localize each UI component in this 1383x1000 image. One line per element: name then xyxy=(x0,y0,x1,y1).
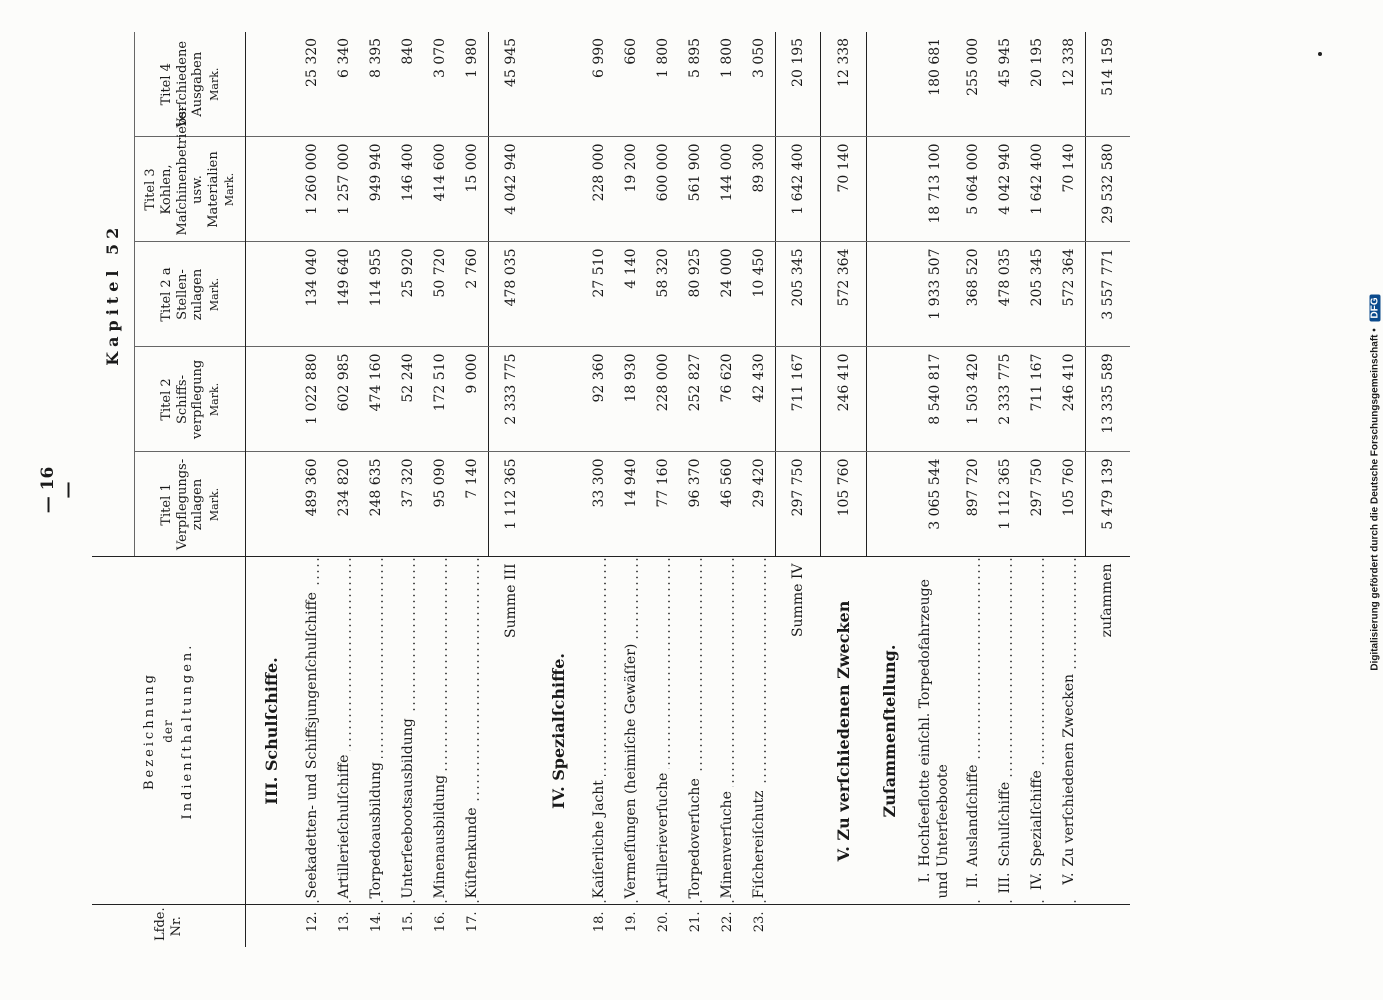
cell-value: 42 430 xyxy=(743,347,776,452)
table-row xyxy=(456,32,489,947)
cell-value: 602 985 xyxy=(328,347,360,452)
dfg-logo: DFG xyxy=(1370,294,1381,321)
cell-value: 45 945 xyxy=(989,32,1021,137)
sum-value: 20 195 xyxy=(776,32,821,137)
section-title-spezialschiffe: IV. Spezialſchiffe. xyxy=(533,557,583,905)
table-row xyxy=(296,32,328,947)
row-number: 15. xyxy=(392,905,424,947)
row-label: V.Zu verſchiedenen Zwecken xyxy=(1053,557,1086,905)
row-label: Fiſchereiſchutz xyxy=(743,557,776,905)
cell-value: 18 713 100 xyxy=(913,137,957,242)
row-number: 22. xyxy=(711,905,743,947)
cell-value: 58 320 xyxy=(647,242,679,347)
sum-row-iv xyxy=(776,32,821,947)
cell-value: 5 064 000 xyxy=(957,137,989,242)
sum-value: 205 345 xyxy=(776,242,821,347)
cell-value: 70 140 xyxy=(821,137,867,242)
header-chapter: Kapitel 52 xyxy=(92,32,135,557)
cell-value: 77 160 xyxy=(647,452,679,557)
sum-value: 711 167 xyxy=(776,347,821,452)
cell-value: 114 955 xyxy=(360,242,392,347)
cell-value: 6 340 xyxy=(328,32,360,137)
cell-value: 248 635 xyxy=(360,452,392,557)
section-v-row xyxy=(821,32,867,947)
cell-value: 33 300 xyxy=(583,452,615,557)
cell-value: 46 560 xyxy=(711,452,743,557)
header-description: Bezeichnung der Indienſthaltungen. xyxy=(92,557,246,905)
cell-value: 134 040 xyxy=(296,242,328,347)
header-titel-2a: Titel 2 a Stellen- zulagen Mark. xyxy=(135,242,246,347)
row-number: 14. xyxy=(360,905,392,947)
cell-value: 246 410 xyxy=(821,347,867,452)
row-number: 20. xyxy=(647,905,679,947)
table-row xyxy=(711,32,743,947)
total-row xyxy=(1085,32,1130,947)
row-label: II.Auslandſchiffe xyxy=(957,557,989,905)
budget-table xyxy=(92,32,1130,947)
row-number: 23. xyxy=(743,905,776,947)
cell-value: 252 827 xyxy=(679,347,711,452)
cell-value: 4 140 xyxy=(615,242,647,347)
summary-row xyxy=(957,32,989,947)
page-number: — 16 — xyxy=(38,466,78,514)
cell-value: 949 940 xyxy=(360,137,392,242)
sum-value: 45 945 xyxy=(489,32,534,137)
section-heading-row xyxy=(246,32,297,947)
cell-value: 12 338 xyxy=(1053,32,1086,137)
cell-value: 1 800 xyxy=(647,32,679,137)
cell-value: 5 895 xyxy=(679,32,711,137)
sum-value: 478 035 xyxy=(489,242,534,347)
table-row xyxy=(328,32,360,947)
sum-value: 2 333 775 xyxy=(489,347,534,452)
total-value: 13 335 589 xyxy=(1085,347,1130,452)
row-label: Küſtenkunde xyxy=(456,557,489,905)
row-label: Artillerieſchulſchiffe xyxy=(328,557,360,905)
cell-value: 297 750 xyxy=(1021,452,1053,557)
cell-value: 1 800 xyxy=(711,32,743,137)
total-value: 29 532 580 xyxy=(1085,137,1130,242)
table-row xyxy=(392,32,424,947)
cell-value: 37 320 xyxy=(392,452,424,557)
row-label: Kaiſerliche Jacht xyxy=(583,557,615,905)
cell-value: 6 990 xyxy=(583,32,615,137)
row-number: 13. xyxy=(328,905,360,947)
table-row xyxy=(615,32,647,947)
total-value: 3 557 771 xyxy=(1085,242,1130,347)
sum-value: 1 642 400 xyxy=(776,137,821,242)
cell-value: 25 920 xyxy=(392,242,424,347)
cell-value: 50 720 xyxy=(424,242,456,347)
summary-row xyxy=(1053,32,1086,947)
row-number: 21. xyxy=(679,905,711,947)
budget-table-rotated xyxy=(92,32,1297,947)
cell-value: 228 000 xyxy=(583,137,615,242)
sum-value: 4 042 940 xyxy=(489,137,534,242)
summary-row xyxy=(989,32,1021,947)
cell-value: 255 000 xyxy=(957,32,989,137)
row-label: I.Hochſeeflotte einſchl. Torpedofahrzeuge und Unterſeeboote xyxy=(913,557,957,905)
row-number: 18. xyxy=(583,905,615,947)
row-label: Seekadetten- und Schiffsjungenſchulſchiffe xyxy=(296,557,328,905)
cell-value: 246 410 xyxy=(1053,347,1086,452)
cell-value: 92 360 xyxy=(583,347,615,452)
cell-value: 478 035 xyxy=(989,242,1021,347)
cell-value: 572 364 xyxy=(821,242,867,347)
cell-value: 3 050 xyxy=(743,32,776,137)
dfg-watermark xyxy=(1370,263,1381,703)
cell-value: 27 510 xyxy=(583,242,615,347)
cell-value: 3 070 xyxy=(424,32,456,137)
cell-value: 8 540 817 xyxy=(913,347,957,452)
row-label: Torpedoverſuche xyxy=(679,557,711,905)
cell-value: 144 000 xyxy=(711,137,743,242)
cell-value: 146 400 xyxy=(392,137,424,242)
cell-value: 105 760 xyxy=(1053,452,1086,557)
row-label: Unterſeebootsausbildung xyxy=(392,557,424,905)
section-title-verschiedene-zwecke: V. Zu verſchiedenen Zwecken xyxy=(821,557,867,905)
cell-value: 70 140 xyxy=(1053,137,1086,242)
total-value: 5 479 139 xyxy=(1085,452,1130,557)
total-label: zuſammen xyxy=(1085,557,1130,905)
cell-value: 105 760 xyxy=(821,452,867,557)
cell-value: 14 940 xyxy=(615,452,647,557)
cell-value: 600 000 xyxy=(647,137,679,242)
cell-value: 1 260 000 xyxy=(296,137,328,242)
row-label: Torpedoausbildung xyxy=(360,557,392,905)
section-title-schulschiffe: III. Schulſchiffe. xyxy=(246,557,297,905)
cell-value: 489 360 xyxy=(296,452,328,557)
header-titel-1: Titel 1 Verpflegungs- zulagen Mark. xyxy=(135,452,246,557)
table-row xyxy=(583,32,615,947)
header-titel-4: Titel 4 Verſchiedene Ausgaben Mark. xyxy=(135,32,246,137)
cell-value: 9 000 xyxy=(456,347,489,452)
cell-value: 24 000 xyxy=(711,242,743,347)
cell-value: 2 333 775 xyxy=(989,347,1021,452)
cell-value: 2 760 xyxy=(456,242,489,347)
cell-value: 228 000 xyxy=(647,347,679,452)
row-label: III.Schulſchiffe xyxy=(989,557,1021,905)
cell-value: 840 xyxy=(392,32,424,137)
cell-value: 1 642 400 xyxy=(1021,137,1053,242)
cell-value: 29 420 xyxy=(743,452,776,557)
row-number: 17. xyxy=(456,905,489,947)
cell-value: 4 042 940 xyxy=(989,137,1021,242)
row-label: Minenverſuche xyxy=(711,557,743,905)
section-heading-row xyxy=(867,32,913,947)
table-row xyxy=(743,32,776,947)
cell-value: 10 450 xyxy=(743,242,776,347)
summary-row xyxy=(913,32,957,947)
header-titel-2: Titel 2 Schiffs- verpflegung Mark. xyxy=(135,347,246,452)
cell-value: 19 200 xyxy=(615,137,647,242)
cell-value: 1 503 420 xyxy=(957,347,989,452)
sum-row-iii xyxy=(489,32,534,947)
cell-value: 8 395 xyxy=(360,32,392,137)
cell-value: 96 370 xyxy=(679,452,711,557)
sum-label: Summe IV xyxy=(776,557,821,905)
row-label: Artillerieverſuche xyxy=(647,557,679,905)
cell-value: 1 022 880 xyxy=(296,347,328,452)
cell-value: 95 090 xyxy=(424,452,456,557)
row-label: Minenausbildung xyxy=(424,557,456,905)
cell-value: 20 195 xyxy=(1021,32,1053,137)
header-titel-3: Titel 3 Kohlen, Maſchinenbetriebs- usw. Materialien Mark. xyxy=(135,137,246,242)
table-header xyxy=(92,32,246,947)
cell-value: 89 300 xyxy=(743,137,776,242)
sum-value: 297 750 xyxy=(776,452,821,557)
cell-value: 25 320 xyxy=(296,32,328,137)
cell-value: 149 640 xyxy=(328,242,360,347)
table-row xyxy=(424,32,456,947)
table-row xyxy=(647,32,679,947)
row-label: Vermeſſungen (heimiſche Gewäſſer) xyxy=(615,557,647,905)
cell-value: 80 925 xyxy=(679,242,711,347)
summary-title: Zuſammenſtellung. xyxy=(867,557,913,905)
cell-value: 368 520 xyxy=(957,242,989,347)
row-number: 12. xyxy=(296,905,328,947)
row-number: 19. xyxy=(615,905,647,947)
cell-value: 660 xyxy=(615,32,647,137)
cell-value: 1 980 xyxy=(456,32,489,137)
cell-value: 572 364 xyxy=(1053,242,1086,347)
cell-value: 18 930 xyxy=(615,347,647,452)
cell-value: 1 933 507 xyxy=(913,242,957,347)
cell-value: 12 338 xyxy=(821,32,867,137)
cell-value: 561 900 xyxy=(679,137,711,242)
total-value: 514 159 xyxy=(1085,32,1130,137)
cell-value: 172 510 xyxy=(424,347,456,452)
table-row xyxy=(360,32,392,947)
cell-value: 180 681 xyxy=(913,32,957,137)
section-heading-row xyxy=(533,32,583,947)
cell-value: 52 240 xyxy=(392,347,424,452)
cell-value: 205 345 xyxy=(1021,242,1053,347)
cell-value: 7 140 xyxy=(456,452,489,557)
watermark-text: Digitalisierung gefördert durch die Deutsche Forschungsgemeinschaft • xyxy=(1369,328,1381,671)
cell-value: 474 160 xyxy=(360,347,392,452)
row-number: 16. xyxy=(424,905,456,947)
cell-value: 1 257 000 xyxy=(328,137,360,242)
cell-value: 234 820 xyxy=(328,452,360,557)
table-body xyxy=(246,32,1130,947)
row-label: IV.Spezialſchiffe xyxy=(1021,557,1053,905)
cell-value: 711 167 xyxy=(1021,347,1053,452)
ink-dot xyxy=(1318,52,1322,56)
cell-value: 897 720 xyxy=(957,452,989,557)
table-row xyxy=(679,32,711,947)
cell-value: 15 000 xyxy=(456,137,489,242)
header-nr: Lfde. Nr. xyxy=(92,905,246,947)
sum-label: Summe III xyxy=(489,557,534,905)
cell-value: 414 600 xyxy=(424,137,456,242)
cell-value: 76 620 xyxy=(711,347,743,452)
sum-value: 1 112 365 xyxy=(489,452,534,557)
summary-row xyxy=(1021,32,1053,947)
cell-value: 3 065 544 xyxy=(913,452,957,557)
cell-value: 1 112 365 xyxy=(989,452,1021,557)
